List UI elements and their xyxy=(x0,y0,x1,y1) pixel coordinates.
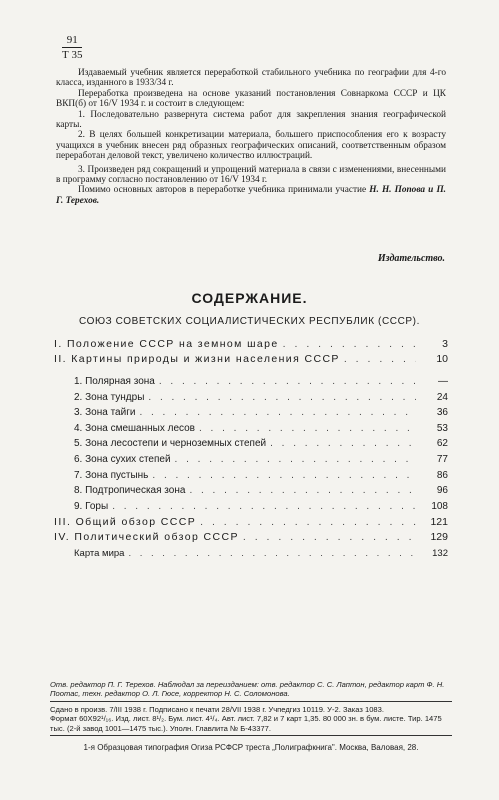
toc-entry xyxy=(54,516,448,531)
toc-entry-page: 10 xyxy=(436,353,448,365)
imprint-editors: Отв. редактор П. Г. Терехов. Наблюдал за переизданием: отв. редактор С. С. Лаптон, редактор карт Ф. Н. Поотас, техн. редактор О. Л. Гюсе, корректор Н. С. Соломонова. xyxy=(50,680,452,702)
preface-paragraph xyxy=(56,185,446,206)
toc-leader-dots xyxy=(152,470,416,481)
preface-list-item: 2. В целях большей конкретизации материала, большего приспособления его к возрасту учащихся в учебник внесен ряд образных географических описаний, соответственным образом переработан деловой текст, увеличено количество иллюстраций. xyxy=(56,130,446,162)
toc-leader-dots xyxy=(344,353,416,365)
library-classmark xyxy=(62,34,82,61)
toc-leader-dots xyxy=(270,438,416,449)
preface-participants-text: Помимо основных авторов в переработке учебника принимали участие xyxy=(78,185,367,196)
toc-entry xyxy=(74,392,448,408)
imprint-technical xyxy=(50,702,452,736)
toc-extra xyxy=(74,548,448,563)
toc-entry-label: 8. Подтропическая зона xyxy=(74,485,186,497)
toc-entry-page: — xyxy=(438,376,448,387)
preface-paragraph: Издаваемый учебник является переработкой стабильного учебника по географии для 4-го класса, изданного в 1933/34 г. xyxy=(56,68,446,89)
preface-paragraph: Переработка произведена на основе указаний постановления Совнаркома СССР и ЦК ВКП(б) от 16/V 1934 г. и состоит в следующем: xyxy=(56,88,446,110)
toc-leader-dots xyxy=(159,376,416,387)
toc-leader-dots xyxy=(199,423,416,434)
toc-entry-page: 24 xyxy=(436,391,448,403)
toc-entry-page: 132 xyxy=(432,548,448,559)
toc-entry xyxy=(54,531,448,546)
toc-entry-page: 86 xyxy=(436,469,448,481)
publisher-signature: Издательство. xyxy=(377,253,445,264)
toc-zones xyxy=(74,376,448,516)
toc-entry-page: 77 xyxy=(436,453,448,465)
toc-entry xyxy=(74,501,448,517)
union-heading: СОЮЗ СОВЕТСКИХ СОЦИАЛИСТИЧЕСКИХ РЕСПУБЛИК (СССР). xyxy=(78,316,420,327)
classmark-code: Т 35 xyxy=(62,49,83,61)
toc-entry-label: 6. Зона сухих степей xyxy=(74,453,171,465)
toc-entry-label: 5. Зона лесостепи и черноземных степей xyxy=(74,438,267,450)
toc-leader-dots xyxy=(283,338,416,350)
toc-entry xyxy=(74,470,448,486)
toc-entry-label: 9. Горы xyxy=(74,500,109,512)
imprint-printer: 1-я Образцовая типография Огиза РСФСР треста „Полиграфкнига". Москва, Валовая, 28. xyxy=(83,743,419,753)
toc-entry-page: 53 xyxy=(436,422,448,434)
toc-leader-dots xyxy=(148,392,416,403)
toc-entry-page: 108 xyxy=(431,500,448,512)
toc-entry-label: Карта мира xyxy=(74,548,125,559)
toc-leader-dots xyxy=(189,485,416,496)
toc-entry xyxy=(74,376,448,392)
toc-entry-label: 4. Зона смешанных лесов xyxy=(74,422,195,434)
toc-entry xyxy=(74,407,448,423)
preface xyxy=(56,68,446,206)
toc-entry-label: 7. Зона пустынь xyxy=(74,469,149,481)
preface-list-item: 3. Произведен ряд сокращений и упрощений материала в связи с изменениями, внесенными в программу согласно постановлению от 16/V 1934 г. xyxy=(56,164,446,186)
toc-entry-page: 36 xyxy=(436,407,448,419)
preface-list-item: 1. Последовательно развернута система работ для закрепления знания географической карты. xyxy=(56,109,446,131)
toc-entry xyxy=(54,353,448,368)
toc-entry-page: 62 xyxy=(436,438,448,450)
toc-entry xyxy=(74,423,448,439)
imprint xyxy=(50,680,452,752)
toc-entry xyxy=(74,485,448,501)
toc-entry-page: 121 xyxy=(430,516,448,528)
toc-entry-label: III. Общий обзор СССР xyxy=(54,516,197,528)
toc-entry-label: 2. Зона тундры xyxy=(74,391,145,403)
toc-entry-label: I. Положение СССР на земном шаре xyxy=(54,338,279,350)
toc-leader-dots xyxy=(200,516,416,528)
imprint-line: Формат 60X92¹/₁₆. Изд. лист. 8¹/₂. Бум. лист. 4¹/₄. Авт. лист. 7,82 и 7 карт 1,35. 80 000 зн. в бум. листе. Тир. 1475 тыс. (2-й завод 1001—1475 тыс.). Уполн. Главлита № Б-43377. xyxy=(50,714,442,733)
toc-entry-page: 3 xyxy=(442,338,448,350)
toc-leader-dots xyxy=(139,407,416,418)
toc-entry-label: 3. Зона тайги xyxy=(74,407,136,419)
classmark-number: 91 xyxy=(62,34,82,48)
toc-entry xyxy=(54,338,448,353)
toc-entry xyxy=(74,438,448,454)
toc-main-bottom xyxy=(54,516,448,546)
toc-entry-page: 129 xyxy=(430,531,448,543)
toc-main-top xyxy=(54,338,448,368)
toc-entry xyxy=(74,548,448,563)
toc-leader-dots xyxy=(112,501,416,512)
toc-entry-label: II. Картины природы и жизни населения СССР xyxy=(54,353,340,365)
toc-entry-page: 96 xyxy=(436,485,448,497)
toc-entry-label: IV. Политический обзор СССР xyxy=(54,531,239,543)
preface-participants-names: Н. Н. Попова и П. Г. Терехов. xyxy=(56,185,447,206)
imprint-line: Сдано в произв. 7/III 1938 г. Подписано к печати 28/VII 1938 г. Учпедгиз 10119. У-2. Заказ 1083. xyxy=(50,704,384,714)
toc-leader-dots xyxy=(243,531,416,543)
toc-leader-dots xyxy=(175,454,416,465)
toc-entry-label: 1. Полярная зона xyxy=(74,376,155,387)
contents-heading: СОДЕРЖАНИЕ. xyxy=(191,290,308,306)
toc-leader-dots xyxy=(128,548,416,559)
toc-entry xyxy=(74,454,448,470)
